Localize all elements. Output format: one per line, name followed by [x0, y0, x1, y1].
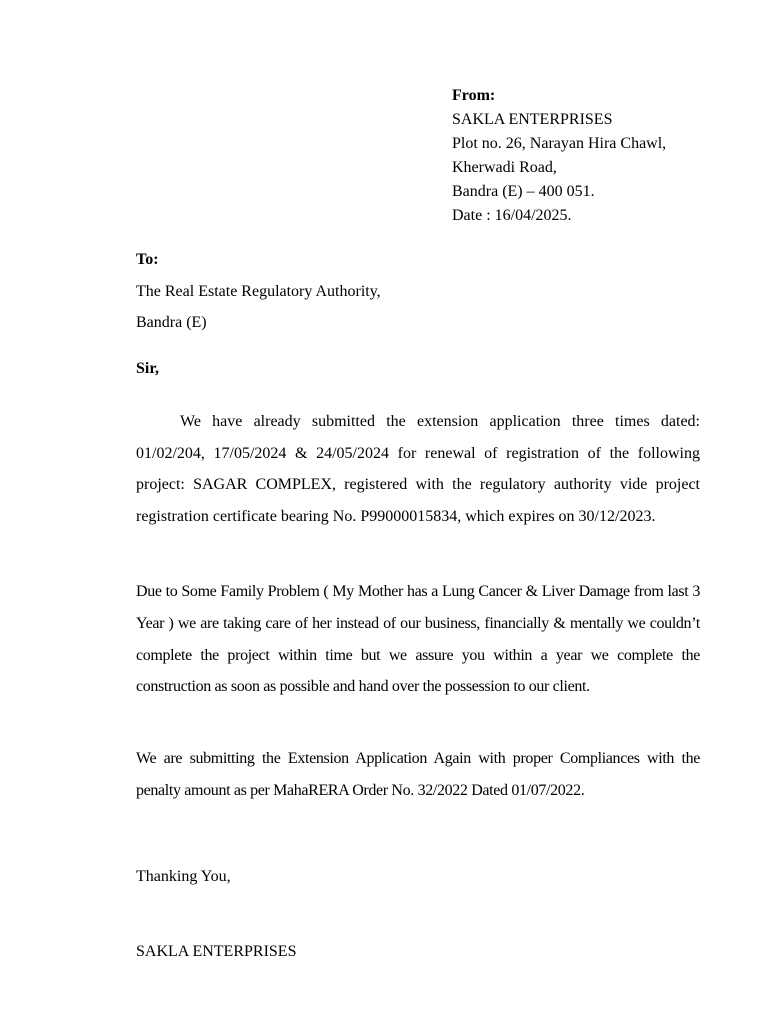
body-paragraph-3: We are submitting the Extension Application Again with proper Compliances with the penalty amount as per MahaRERA Order No. 32/2022 Dated 01/07/2022.	[136, 750, 700, 799]
salutation: Sir,	[136, 360, 159, 377]
body-paragraph-2: Due to Some Family Problem ( My Mother has a Lung Cancer & Liver Damage from last 3 Year ) we are taking care of her instead of our business, financially & mentally we couldn’t complete the project within time but we assure you within a year we complete the construction as soon as possible and hand over the possession to our client.	[136, 583, 700, 696]
sender-company: SAKLA ENTERPRISES	[452, 111, 613, 128]
from-heading: From:	[452, 87, 496, 104]
to-heading: To:	[136, 251, 159, 268]
sender-address-line-2: Kherwadi Road,	[452, 159, 557, 176]
recipient-line-1: The Real Estate Regulatory Authority,	[136, 283, 381, 300]
sender-address-line-3: Bandra (E) – 400 051.	[452, 183, 595, 200]
sender-address-block	[452, 84, 666, 228]
recipient-line-2: Bandra (E)	[136, 314, 207, 331]
letter-date: Date : 16/04/2025.	[452, 207, 572, 224]
body-paragraph-1: We have already submitted the extension application three times dated: 01/02/204, 17/05/2024 & 24/05/2024 for renewal of registration of the following project: SAGAR COMPLEX, registered with the regulatory authority vide project registration certificate bearing No. P99000015834, which expires on 30/12/2023.	[136, 413, 700, 525]
sender-address-line-1: Plot no. 26, Narayan Hira Chawl,	[452, 135, 667, 152]
closing: Thanking You,	[136, 868, 231, 885]
signature-company: SAKLA ENTERPRISES	[136, 943, 297, 960]
